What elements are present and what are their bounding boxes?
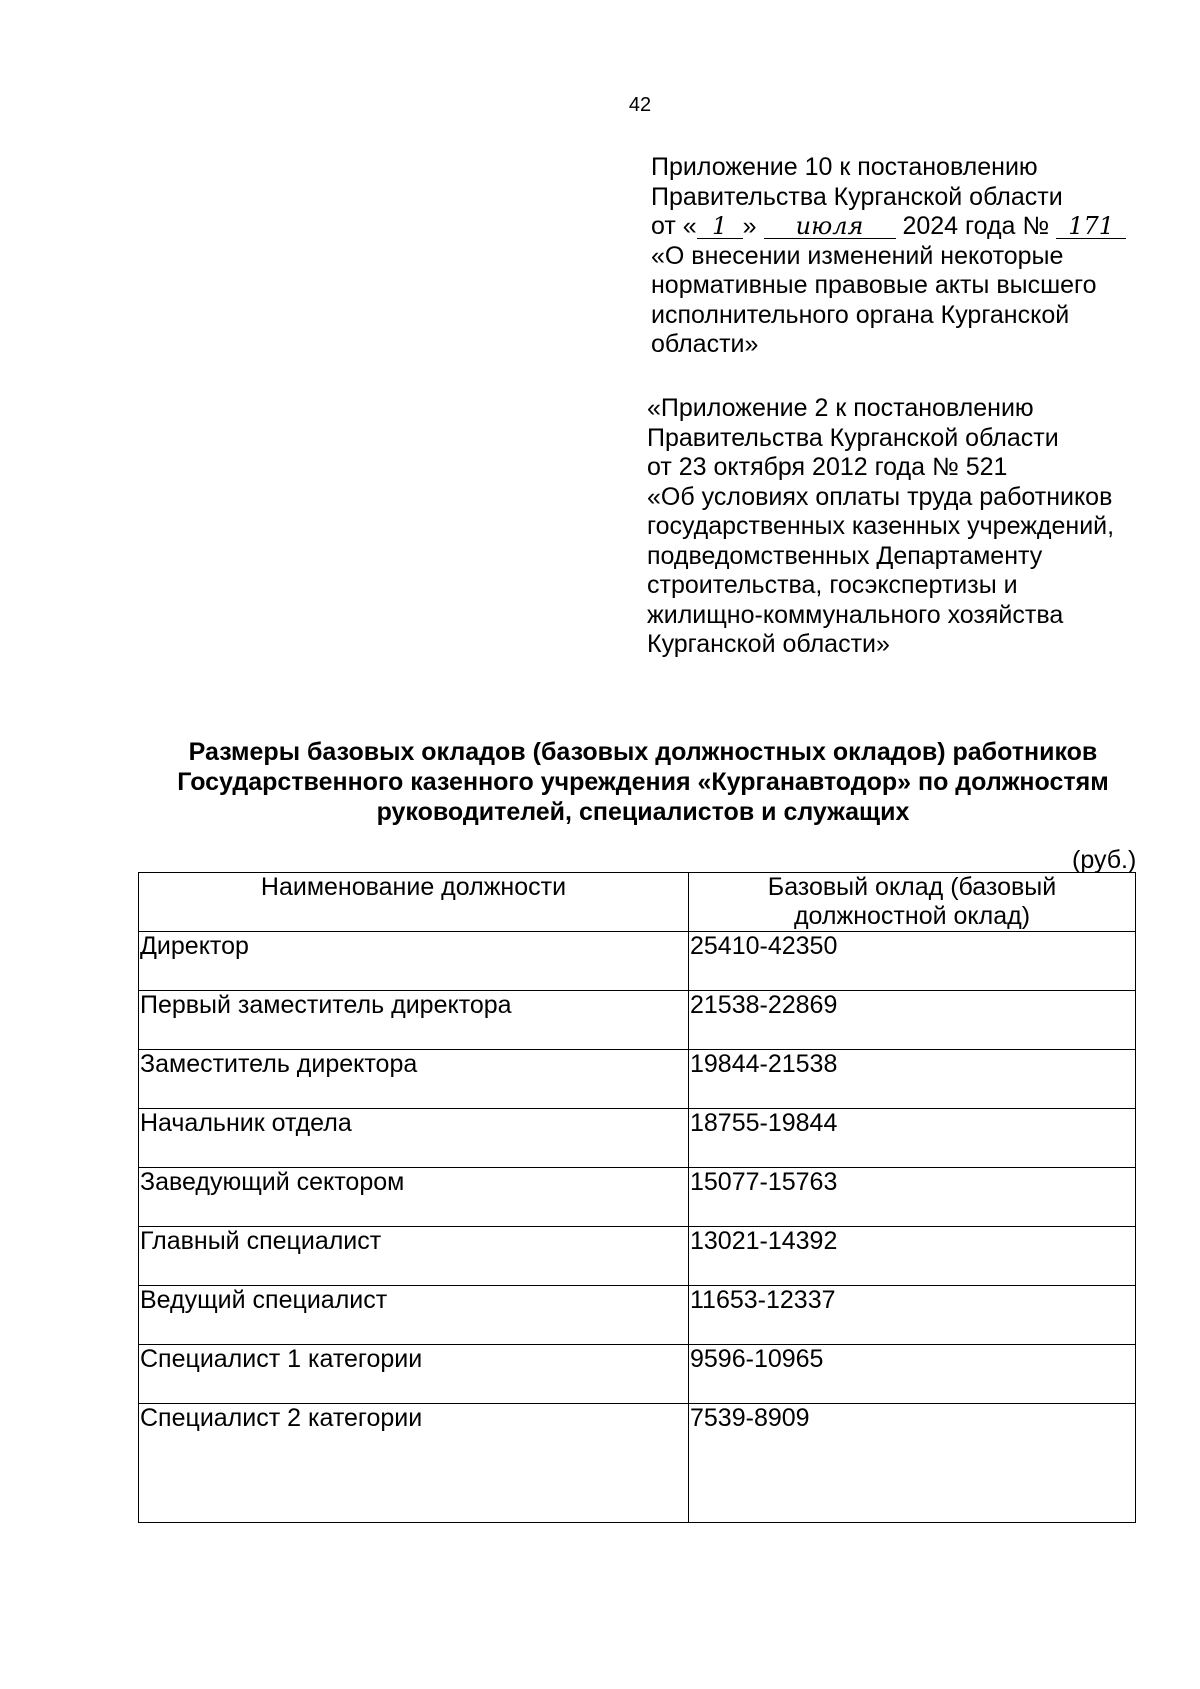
annex-line: Приложение 10 к постановлению [651,153,1038,181]
position-cell: Главный специалист [139,1227,689,1286]
position-cell: Заведующий сектором [139,1168,689,1227]
annex-date-line [651,212,1126,242]
table-row [139,1109,1136,1168]
annex-current-header [651,153,1126,360]
table-row [139,1050,1136,1109]
table-row [139,1168,1136,1227]
annex-base-line: Курганской области» [647,630,890,658]
annex-base-line: «Об условиях оплаты труда работников [647,482,1113,511]
title-line: руководителей, специалистов и служащих [376,798,910,826]
page-number: 42 [628,94,652,116]
salary-cell: 25410-42350 [689,932,1136,991]
annex-base-line: Правительства Курганской области [647,423,1059,452]
salary-cell: 21538-22869 [689,991,1136,1050]
position-cell: Ведущий специалист [139,1286,689,1345]
annex-base-line: жилищно-коммунального хозяйства [647,600,1064,629]
handwritten-doc-number: 171 [1056,214,1126,239]
date-mid: » [742,212,757,240]
annex-title-line: «О внесении изменений некоторые [651,241,1064,270]
salary-cell: 7539-8909 [689,1404,1136,1523]
salary-table [138,872,1136,1523]
salary-cell: 11653-12337 [689,1286,1136,1345]
handwritten-day: 1 [697,214,743,239]
header-salary [689,873,1136,932]
annex-base-line: строительства, госэкспертизы и [647,571,1018,599]
salary-cell: 9596-10965 [689,1345,1136,1404]
position-cell: Заместитель директора [139,1050,689,1109]
position-cell: Первый заместитель директора [139,991,689,1050]
salary-cell: 18755-19844 [689,1109,1136,1168]
annex-base-line: государственных казенных учреждений, [647,512,1115,540]
annex-title-line: исполнительного органа Курганской [651,300,1070,329]
annex-title-line: области» [651,330,759,358]
table-row [139,1404,1136,1523]
table-row [139,991,1136,1050]
date-year: 2024 года № [902,212,1050,240]
table-row [139,1286,1136,1345]
annex-line: Правительства Курганской области [651,182,1063,211]
annex-base-line: «Приложение 2 к постановлению [647,394,1034,422]
document-title [128,737,1158,827]
table-row [139,932,1136,991]
annex-base-line: от 23 октября 2012 года № 521 [647,453,1008,481]
currency-unit: (руб.) [1072,846,1137,874]
table-row [139,1345,1136,1404]
handwritten-month: июля [764,214,896,239]
position-cell: Специалист 2 категории [139,1404,689,1523]
table-row [139,1227,1136,1286]
title-line: Государственного казенного учреждения «Курганавтодор» по должностям [177,768,1109,796]
position-cell: Начальник отдела [139,1109,689,1168]
title-line: Размеры базовых окладов (базовых должностных окладов) работников [188,738,1098,766]
salary-cell: 15077-15763 [689,1168,1136,1227]
header-position: Наименование должности [139,873,689,932]
annex-title-line: нормативные правовые акты высшего [651,271,1097,299]
date-prefix: от « [651,212,697,240]
salary-cell: 19844-21538 [689,1050,1136,1109]
annex-base-header [647,394,1114,660]
position-cell: Специалист 1 категории [139,1345,689,1404]
position-cell: Директор [139,932,689,991]
header-salary-line: должностной оклад) [793,902,1031,930]
table-header-row [139,873,1136,932]
annex-base-line: подведомственных Департаменту [647,541,1043,570]
header-salary-line: Базовый оклад (базовый [767,873,1057,901]
salary-cell: 13021-14392 [689,1227,1136,1286]
